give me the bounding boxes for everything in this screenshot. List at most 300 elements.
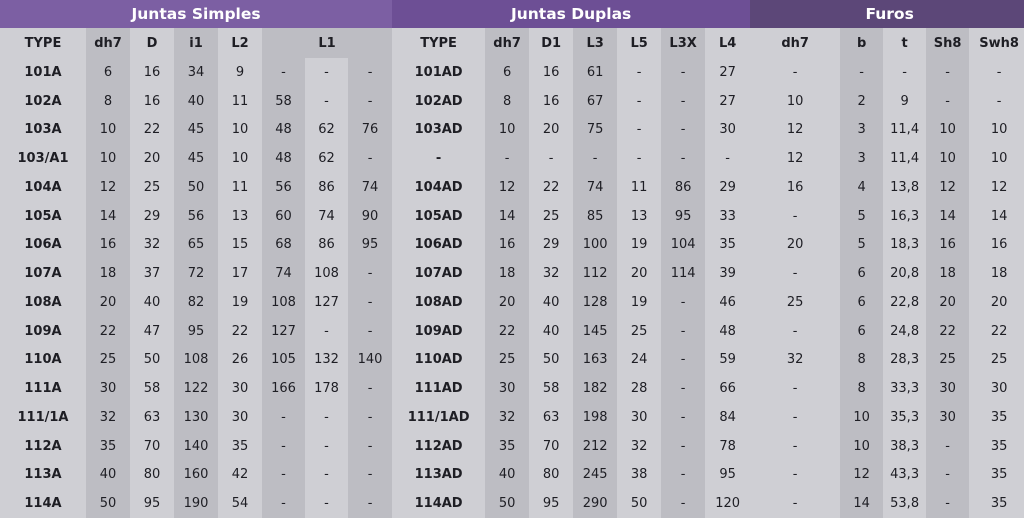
cell-l1-a: 48 [262, 116, 305, 145]
cell-l1-b: - [305, 317, 348, 346]
cell-dh7-furos: 16 [750, 173, 840, 202]
cell-i1: 190 [174, 489, 218, 518]
cell-t: 18,3 [883, 231, 926, 260]
cell-sh8: - [926, 432, 969, 461]
cell-i1: 140 [174, 432, 218, 461]
cell-dh7-duplas: 40 [485, 461, 529, 490]
cell-l3x: - [661, 144, 705, 173]
cell-b: 8 [840, 346, 883, 375]
cell-l1-a: - [262, 461, 305, 490]
cell-b: 10 [840, 432, 883, 461]
cell-type: 110A [0, 346, 86, 375]
cell-type-duplas: 104AD [392, 173, 485, 202]
cell-l1-a: 56 [262, 173, 305, 202]
cell-l1-b: 62 [305, 144, 348, 173]
cell-dh7: 8 [86, 87, 130, 116]
cell-t: 16,3 [883, 202, 926, 231]
cell-l1-b: 108 [305, 259, 348, 288]
cell-l1-c: - [348, 489, 392, 518]
cell-type-duplas: - [392, 144, 485, 173]
cell-swh8: 35 [969, 489, 1024, 518]
cell-d: 16 [130, 58, 174, 87]
cell-l3x: - [661, 87, 705, 116]
cell-dh7-furos: - [750, 489, 840, 518]
cell-b: - [840, 58, 883, 87]
cell-sh8: 25 [926, 346, 969, 375]
cell-dh7-duplas: 25 [485, 346, 529, 375]
cell-l2: 19 [218, 288, 262, 317]
table-row [0, 87, 1024, 116]
cell-swh8: 20 [969, 288, 1024, 317]
cell-swh8: 30 [969, 374, 1024, 403]
cell-l4: 48 [705, 317, 750, 346]
col-header-l3x: L3X [661, 28, 705, 58]
cell-swh8: - [969, 58, 1024, 87]
col-header-dh7-duplas: dh7 [485, 28, 529, 58]
cell-swh8: - [969, 87, 1024, 116]
cell-t: 9 [883, 87, 926, 116]
cell-l1-a: - [262, 432, 305, 461]
cell-b: 6 [840, 317, 883, 346]
cell-type: 107A [0, 259, 86, 288]
table-row [0, 403, 1024, 432]
cell-l2: 11 [218, 87, 262, 116]
cell-swh8: 35 [969, 403, 1024, 432]
cell-i1: 82 [174, 288, 218, 317]
cell-dh7-duplas: 16 [485, 231, 529, 260]
cell-sh8: - [926, 461, 969, 490]
cell-t: 11,4 [883, 116, 926, 145]
cell-l2: 10 [218, 116, 262, 145]
cell-l1-c: 95 [348, 231, 392, 260]
cell-l4: 35 [705, 231, 750, 260]
cell-d: 40 [130, 288, 174, 317]
cell-d1: - [529, 144, 573, 173]
cell-dh7: 16 [86, 231, 130, 260]
cell-l1-c: - [348, 58, 392, 87]
cell-l3: 212 [573, 432, 617, 461]
cell-l1-c: - [348, 288, 392, 317]
cell-swh8: 18 [969, 259, 1024, 288]
cell-d1: 50 [529, 346, 573, 375]
cell-l1-a: 68 [262, 231, 305, 260]
cell-l1-a: 60 [262, 202, 305, 231]
cell-l1-c: - [348, 403, 392, 432]
cell-l5: 25 [617, 317, 661, 346]
cell-i1: 160 [174, 461, 218, 490]
cell-d1: 40 [529, 288, 573, 317]
cell-dh7: 35 [86, 432, 130, 461]
table-row [0, 317, 1024, 346]
cell-d: 25 [130, 173, 174, 202]
cell-dh7-duplas: 8 [485, 87, 529, 116]
cell-dh7-furos: - [750, 461, 840, 490]
cell-l4: 95 [705, 461, 750, 490]
cell-dh7-duplas: 50 [485, 489, 529, 518]
cell-l3x: 86 [661, 173, 705, 202]
cell-l5: 24 [617, 346, 661, 375]
cell-l1-b: 178 [305, 374, 348, 403]
cell-l4: 33 [705, 202, 750, 231]
table-row [0, 288, 1024, 317]
cell-dh7-duplas: 30 [485, 374, 529, 403]
cell-l1-c: - [348, 374, 392, 403]
cell-sh8: 30 [926, 374, 969, 403]
cell-type: 111A [0, 374, 86, 403]
cell-d1: 63 [529, 403, 573, 432]
cell-type-duplas: 110AD [392, 346, 485, 375]
cell-l3: 74 [573, 173, 617, 202]
table-row [0, 116, 1024, 145]
group-furos: Furos [750, 0, 1024, 28]
cell-type: 102A [0, 87, 86, 116]
cell-l1-c: - [348, 432, 392, 461]
cell-i1: 34 [174, 58, 218, 87]
cell-l2: 35 [218, 432, 262, 461]
cell-i1: 56 [174, 202, 218, 231]
cell-type: 104A [0, 173, 86, 202]
cell-l5: - [617, 144, 661, 173]
cell-t: 24,8 [883, 317, 926, 346]
cell-type: 109A [0, 317, 86, 346]
cell-i1: 65 [174, 231, 218, 260]
cell-l3: 145 [573, 317, 617, 346]
cell-swh8: 25 [969, 346, 1024, 375]
cell-d: 63 [130, 403, 174, 432]
cell-sh8: - [926, 58, 969, 87]
col-header-dh7-furos: dh7 [750, 28, 840, 58]
cell-type: 112A [0, 432, 86, 461]
cell-l1-c: - [348, 144, 392, 173]
cell-sh8: 20 [926, 288, 969, 317]
cell-dh7: 12 [86, 173, 130, 202]
cell-sh8: 16 [926, 231, 969, 260]
cell-swh8: 10 [969, 144, 1024, 173]
cell-type: 106A [0, 231, 86, 260]
cell-dh7-furos: - [750, 374, 840, 403]
cell-l4: 66 [705, 374, 750, 403]
cell-l2: 11 [218, 173, 262, 202]
cell-l1-a: 127 [262, 317, 305, 346]
cell-type-duplas: 111AD [392, 374, 485, 403]
cell-d: 29 [130, 202, 174, 231]
cell-l3x: - [661, 317, 705, 346]
cell-l1-c: 90 [348, 202, 392, 231]
cell-type: 103A [0, 116, 86, 145]
cell-l1-b: - [305, 58, 348, 87]
cell-b: 4 [840, 173, 883, 202]
cell-swh8: 22 [969, 317, 1024, 346]
cell-t: 38,3 [883, 432, 926, 461]
cell-t: 22,8 [883, 288, 926, 317]
cell-dh7: 20 [86, 288, 130, 317]
cell-swh8: 35 [969, 461, 1024, 490]
cell-sh8: 10 [926, 116, 969, 145]
cell-l5: 13 [617, 202, 661, 231]
cell-l5: 28 [617, 374, 661, 403]
cell-l1-a: 74 [262, 259, 305, 288]
col-header-l4: L4 [705, 28, 750, 58]
cell-l4: 120 [705, 489, 750, 518]
cell-b: 10 [840, 403, 883, 432]
cell-dh7-furos: 32 [750, 346, 840, 375]
cell-l3x: 104 [661, 231, 705, 260]
cell-l3x: 114 [661, 259, 705, 288]
cell-l1-b: 86 [305, 231, 348, 260]
cell-dh7-furos: - [750, 432, 840, 461]
cell-dh7: 22 [86, 317, 130, 346]
cell-swh8: 35 [969, 432, 1024, 461]
cell-l4: - [705, 144, 750, 173]
table-row [0, 259, 1024, 288]
cell-l4: 30 [705, 116, 750, 145]
cell-dh7-furos: - [750, 259, 840, 288]
cell-l1-b: 86 [305, 173, 348, 202]
cell-l1-c: 140 [348, 346, 392, 375]
cell-sh8: 14 [926, 202, 969, 231]
cell-i1: 72 [174, 259, 218, 288]
cell-sh8: 12 [926, 173, 969, 202]
cell-l2: 17 [218, 259, 262, 288]
cell-l4: 46 [705, 288, 750, 317]
cell-d: 20 [130, 144, 174, 173]
table-row [0, 58, 1024, 87]
cell-b: 12 [840, 461, 883, 490]
cell-type-duplas: 109AD [392, 317, 485, 346]
cell-t: 43,3 [883, 461, 926, 490]
cell-b: 3 [840, 116, 883, 145]
cell-type: 113A [0, 461, 86, 490]
cell-l3: 182 [573, 374, 617, 403]
col-header-d: D [130, 28, 174, 58]
cell-b: 5 [840, 231, 883, 260]
cell-dh7-furos: - [750, 58, 840, 87]
cell-i1: 45 [174, 116, 218, 145]
col-header-b: b [840, 28, 883, 58]
cell-l2: 42 [218, 461, 262, 490]
cell-i1: 50 [174, 173, 218, 202]
cell-i1: 40 [174, 87, 218, 116]
cell-l1-a: 105 [262, 346, 305, 375]
cell-sh8: 10 [926, 144, 969, 173]
group-juntas-duplas: Juntas Duplas [392, 0, 750, 28]
col-header-l3: L3 [573, 28, 617, 58]
cell-l1-a: 58 [262, 87, 305, 116]
cell-l5: 30 [617, 403, 661, 432]
cell-l1-a: - [262, 403, 305, 432]
cell-sh8: 30 [926, 403, 969, 432]
col-header-l1: L1 [262, 28, 392, 58]
cell-l1-b: 74 [305, 202, 348, 231]
cell-dh7-furos: - [750, 317, 840, 346]
cell-sh8: - [926, 489, 969, 518]
cell-l3: 245 [573, 461, 617, 490]
cell-type-duplas: 101AD [392, 58, 485, 87]
cell-l3x: - [661, 403, 705, 432]
cell-l2: 26 [218, 346, 262, 375]
cell-d1: 25 [529, 202, 573, 231]
cell-t: 35,3 [883, 403, 926, 432]
table-row [0, 202, 1024, 231]
cell-dh7: 18 [86, 259, 130, 288]
cell-l5: 19 [617, 288, 661, 317]
cell-type-duplas: 114AD [392, 489, 485, 518]
cell-l3x: - [661, 58, 705, 87]
cell-l1-a: - [262, 489, 305, 518]
table-row [0, 374, 1024, 403]
cell-l5: - [617, 87, 661, 116]
table-row [0, 461, 1024, 490]
cell-dh7: 14 [86, 202, 130, 231]
cell-l4: 78 [705, 432, 750, 461]
cell-dh7: 40 [86, 461, 130, 490]
cell-l5: 11 [617, 173, 661, 202]
cell-b: 2 [840, 87, 883, 116]
table-row [0, 231, 1024, 260]
cell-dh7-furos: - [750, 202, 840, 231]
cell-dh7-duplas: 12 [485, 173, 529, 202]
cell-l1-b: - [305, 489, 348, 518]
cell-l2: 22 [218, 317, 262, 346]
cell-l2: 13 [218, 202, 262, 231]
cell-dh7-furos: 10 [750, 87, 840, 116]
cell-type-duplas: 102AD [392, 87, 485, 116]
cell-type-duplas: 108AD [392, 288, 485, 317]
cell-d: 95 [130, 489, 174, 518]
cell-d: 50 [130, 346, 174, 375]
cell-b: 3 [840, 144, 883, 173]
cell-swh8: 14 [969, 202, 1024, 231]
cell-type-duplas: 107AD [392, 259, 485, 288]
cell-l5: 20 [617, 259, 661, 288]
cell-type: 114A [0, 489, 86, 518]
cell-l1-b: - [305, 403, 348, 432]
cell-l3: 75 [573, 116, 617, 145]
cell-swh8: 16 [969, 231, 1024, 260]
cell-dh7: 32 [86, 403, 130, 432]
cell-d: 47 [130, 317, 174, 346]
col-header-i1: i1 [174, 28, 218, 58]
cell-l3: 85 [573, 202, 617, 231]
col-header-l2: L2 [218, 28, 262, 58]
cell-d1: 20 [529, 116, 573, 145]
cell-l3: 198 [573, 403, 617, 432]
cell-sh8: 18 [926, 259, 969, 288]
cell-d: 58 [130, 374, 174, 403]
col-header-t: t [883, 28, 926, 58]
cell-type: 103/A1 [0, 144, 86, 173]
cell-dh7: 6 [86, 58, 130, 87]
cell-t: 28,3 [883, 346, 926, 375]
cell-type-duplas: 106AD [392, 231, 485, 260]
cell-d1: 58 [529, 374, 573, 403]
cell-l5: 50 [617, 489, 661, 518]
cell-d: 22 [130, 116, 174, 145]
cell-swh8: 12 [969, 173, 1024, 202]
cell-type: 101A [0, 58, 86, 87]
cell-type: 108A [0, 288, 86, 317]
table-row [0, 144, 1024, 173]
cell-dh7-duplas: 6 [485, 58, 529, 87]
cell-type-duplas: 111/1AD [392, 403, 485, 432]
cell-l1-c: - [348, 461, 392, 490]
cell-dh7-duplas: 20 [485, 288, 529, 317]
cell-l2: 30 [218, 403, 262, 432]
cell-d1: 22 [529, 173, 573, 202]
cell-l4: 59 [705, 346, 750, 375]
cell-swh8: 10 [969, 116, 1024, 145]
group-header-row [0, 0, 1024, 28]
cell-t: 20,8 [883, 259, 926, 288]
cell-d: 32 [130, 231, 174, 260]
cell-t: 33,3 [883, 374, 926, 403]
cell-d: 80 [130, 461, 174, 490]
cell-t: - [883, 58, 926, 87]
cell-b: 14 [840, 489, 883, 518]
cell-dh7: 30 [86, 374, 130, 403]
col-header-l5: L5 [617, 28, 661, 58]
cell-d1: 40 [529, 317, 573, 346]
cell-d: 37 [130, 259, 174, 288]
cell-dh7-furos: 20 [750, 231, 840, 260]
cell-l5: - [617, 116, 661, 145]
cell-l1-b: - [305, 432, 348, 461]
cell-l5: - [617, 58, 661, 87]
table-row [0, 346, 1024, 375]
cell-l3: 128 [573, 288, 617, 317]
cell-d1: 95 [529, 489, 573, 518]
cell-l1-b: - [305, 87, 348, 116]
table-row [0, 173, 1024, 202]
cell-dh7-duplas: 18 [485, 259, 529, 288]
table-body [0, 58, 1024, 518]
cell-l5: 19 [617, 231, 661, 260]
cell-type-duplas: 112AD [392, 432, 485, 461]
cell-d: 16 [130, 87, 174, 116]
cell-b: 6 [840, 288, 883, 317]
cell-i1: 122 [174, 374, 218, 403]
cell-dh7-furos: 12 [750, 144, 840, 173]
cell-t: 53,8 [883, 489, 926, 518]
cell-l3: 290 [573, 489, 617, 518]
cell-l3: 100 [573, 231, 617, 260]
group-juntas-simples: Juntas Simples [0, 0, 392, 28]
column-header-row [0, 28, 1024, 58]
cell-dh7-furos: 25 [750, 288, 840, 317]
cell-l1-c: - [348, 259, 392, 288]
cell-i1: 95 [174, 317, 218, 346]
cell-l1-c: - [348, 317, 392, 346]
cell-l2: 9 [218, 58, 262, 87]
cell-l1-b: 132 [305, 346, 348, 375]
cell-dh7-duplas: 32 [485, 403, 529, 432]
cell-d1: 70 [529, 432, 573, 461]
cell-i1: 45 [174, 144, 218, 173]
col-header-swh8: Swh8 [969, 28, 1024, 58]
cell-l3x: 95 [661, 202, 705, 231]
cell-b: 5 [840, 202, 883, 231]
cell-b: 6 [840, 259, 883, 288]
col-header-d1: D1 [529, 28, 573, 58]
cell-dh7-duplas: 14 [485, 202, 529, 231]
cell-l2: 15 [218, 231, 262, 260]
cell-dh7-duplas: - [485, 144, 529, 173]
cell-l1-b: - [305, 461, 348, 490]
cell-l2: 54 [218, 489, 262, 518]
cell-l3: 67 [573, 87, 617, 116]
cell-l1-a: - [262, 58, 305, 87]
table-row [0, 489, 1024, 518]
